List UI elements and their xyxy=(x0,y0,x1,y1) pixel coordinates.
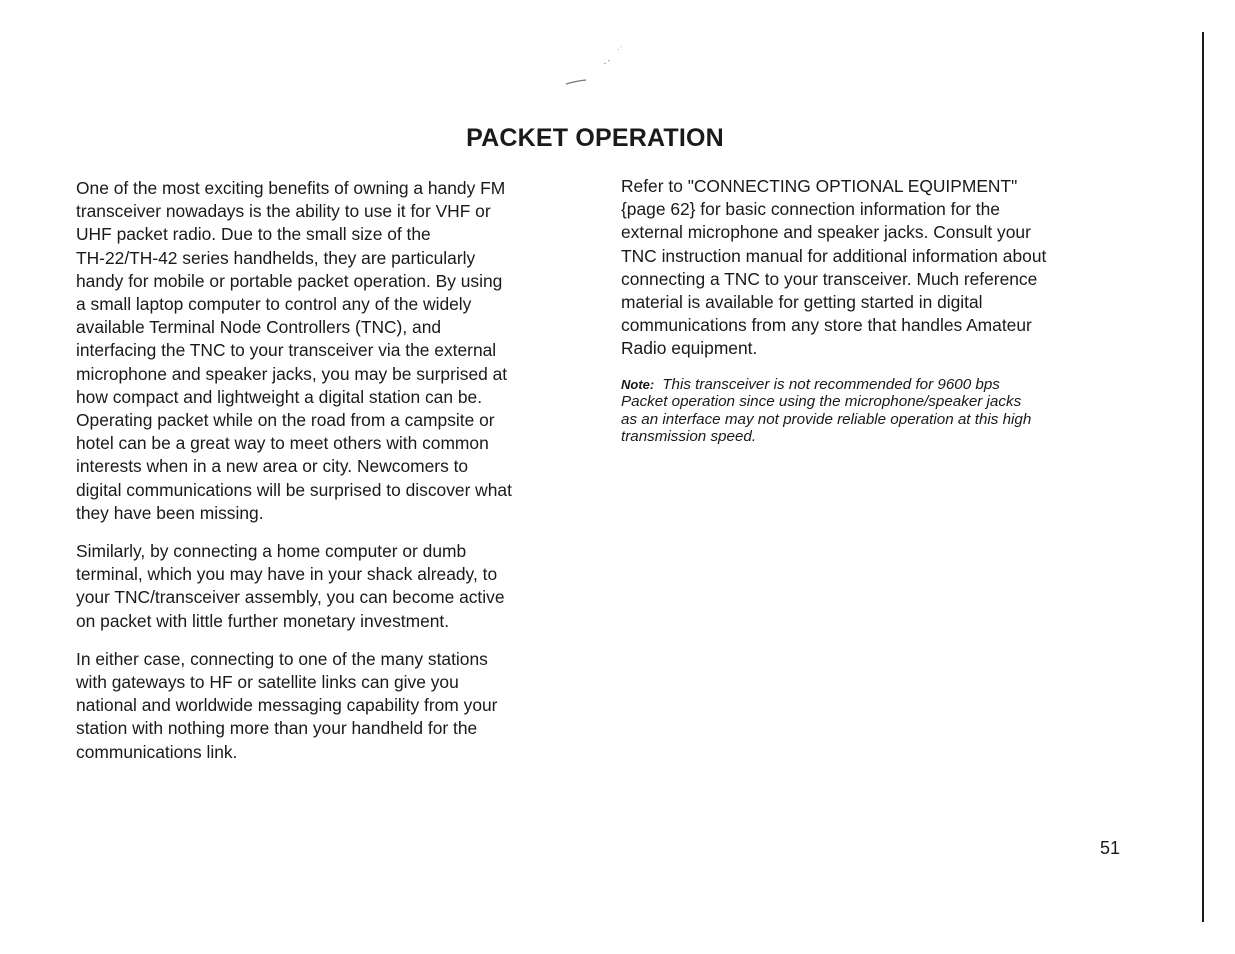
text-line: Operating packet while on the road from a campsite or xyxy=(76,410,495,431)
text-line: on packet with little further monetary investment. xyxy=(76,610,450,631)
paragraph-intro xyxy=(76,177,586,525)
text-line: Similarly, by connecting a home computer or dumb xyxy=(76,541,467,562)
text-line: Radio equipment. xyxy=(621,338,758,359)
text-line: Refer to "CONNECTING OPTIONAL EQUIPMENT" xyxy=(621,176,1018,196)
text-line: TH-22/TH-42 series handhelds, they are particularly xyxy=(76,247,476,268)
page-number: 51 xyxy=(1100,838,1121,858)
text-line: your TNC/transceiver assembly, you can become active xyxy=(76,587,505,608)
scan-smudge-mark xyxy=(560,40,630,90)
text-line: handy for mobile or portable packet operation. By using xyxy=(76,270,503,291)
page-title: PACKET OPERATION xyxy=(466,124,724,152)
paragraph-home-station xyxy=(76,540,586,633)
note-text-line: This transceiver is not recommended for 9600 bps xyxy=(662,375,1000,393)
text-line: how compact and lightweight a digital station can be. xyxy=(76,386,483,407)
text-line: material is available for getting started in digital xyxy=(621,292,983,313)
text-line: communications link. xyxy=(76,741,238,762)
note-text-line: Packet operation since using the microphone/speaker jacks xyxy=(621,393,1022,411)
text-line: external microphone and speaker jacks. Consult your xyxy=(621,222,1031,243)
text-line: available Terminal Node Controllers (TNC), and xyxy=(76,317,442,338)
text-line: interfacing the TNC to your transceiver via the external xyxy=(76,340,497,361)
text-line: a small laptop computer to control any of the widely xyxy=(76,294,472,315)
text-line: One of the most exciting benefits of owning a handy FM xyxy=(76,178,506,198)
text-line: station with nothing more than your handheld for the xyxy=(76,718,478,739)
text-line: hotel can be a great way to meet others with common xyxy=(76,433,489,454)
text-line: interests when in a new area or city. Newcomers to xyxy=(76,456,469,477)
text-line: communications from any store that handles Amateur xyxy=(621,315,1032,336)
text-line: they have been missing. xyxy=(76,502,264,523)
text-line: connecting a TNC to your transceiver. Much reference xyxy=(621,268,1038,289)
paragraph-gateways xyxy=(76,648,586,764)
note-first-line xyxy=(621,376,1126,394)
text-line: transceiver nowadays is the ability to use it for VHF or xyxy=(76,201,491,222)
note-label: Note: xyxy=(621,376,655,392)
note-text-line: transmission speed. xyxy=(621,428,757,446)
text-line: with gateways to HF or satellite links can give you xyxy=(76,672,459,693)
text-line: UHF packet radio. Due to the small size of the xyxy=(76,224,431,245)
right-margin-rule xyxy=(1202,32,1204,922)
text-line: {page 62} for basic connection information for the xyxy=(621,199,1000,220)
paragraph-references xyxy=(621,175,1131,361)
text-line: digital communications will be surprised to discover what xyxy=(76,479,512,500)
note-block xyxy=(621,376,1126,446)
right-column xyxy=(621,175,1131,446)
left-column xyxy=(76,177,586,779)
text-line: In either case, connecting to one of the many stations xyxy=(76,648,488,669)
text-line: microphone and speaker jacks, you may be surprised at xyxy=(76,363,508,384)
text-line: national and worldwide messaging capability from your xyxy=(76,695,498,716)
text-line: TNC instruction manual for additional information about xyxy=(621,245,1047,266)
note-text-line: as an interface may not provide reliable operation at this high xyxy=(621,410,1032,428)
text-line: terminal, which you may have in your shack already, to xyxy=(76,564,498,585)
